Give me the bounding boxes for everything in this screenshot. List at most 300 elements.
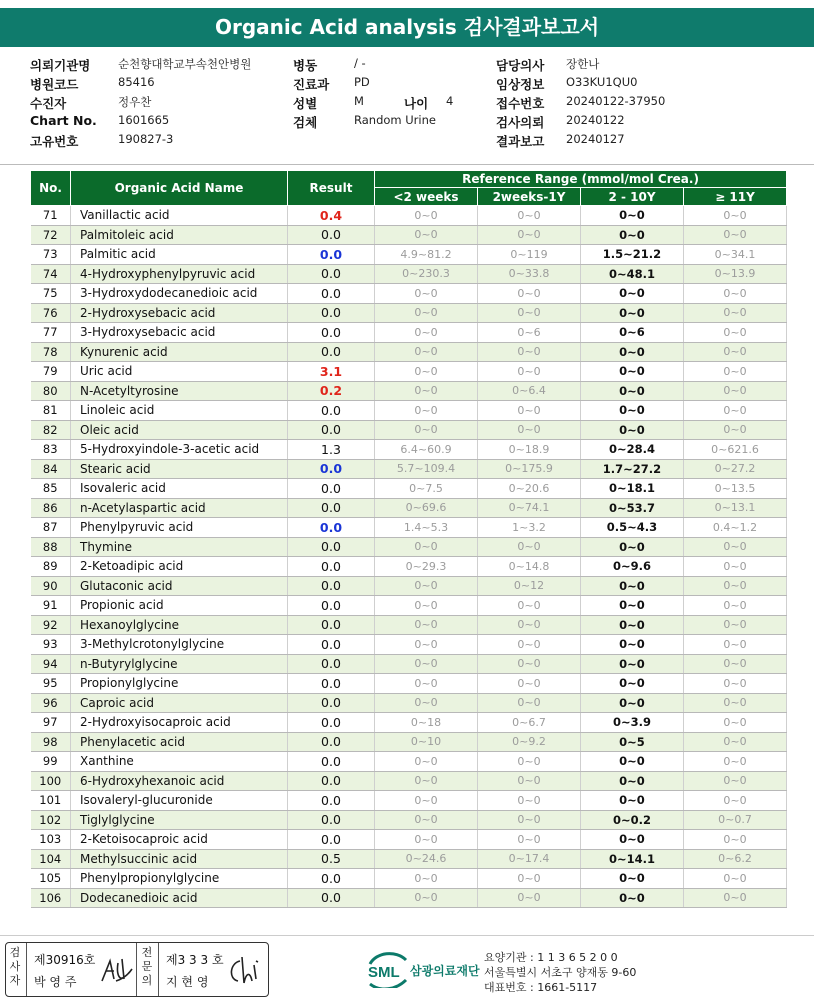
range-2-10y: 0~0 bbox=[581, 596, 684, 616]
range-11y-plus: 0~0 bbox=[684, 362, 787, 382]
range-11y-plus: 0~0 bbox=[684, 830, 787, 850]
range-2-10y: 0~5 bbox=[581, 732, 684, 752]
range-2weeks-1y: 0~0 bbox=[478, 596, 581, 616]
table-row bbox=[31, 479, 787, 499]
range-2weeks-1y: 0~0 bbox=[478, 284, 581, 304]
range-11y-plus: 0~0 bbox=[684, 557, 787, 577]
table-row bbox=[31, 245, 787, 265]
result-value: 0.0 bbox=[288, 713, 375, 733]
acid-name: Kynurenic acid bbox=[71, 342, 288, 362]
value-department: PD bbox=[354, 75, 370, 89]
range-2-10y: 0~0 bbox=[581, 537, 684, 557]
range-2-10y: 0~0 bbox=[581, 381, 684, 401]
label-department: 진료과 bbox=[293, 77, 330, 92]
row-number: 71 bbox=[31, 206, 71, 226]
range-2-10y: 0~0 bbox=[581, 284, 684, 304]
acid-name: Glutaconic acid bbox=[71, 576, 288, 596]
row-number: 96 bbox=[31, 693, 71, 713]
acid-name: Isovaleryl-glucuronide bbox=[71, 791, 288, 811]
range-2weeks-1y: 0~0 bbox=[478, 830, 581, 850]
range-11y-plus: 0~0 bbox=[684, 420, 787, 440]
table-row bbox=[31, 596, 787, 616]
range-under-2-weeks: 5.7~109.4 bbox=[375, 459, 478, 479]
range-11y-plus: 0~0.7 bbox=[684, 810, 787, 830]
row-number: 102 bbox=[31, 810, 71, 830]
divider bbox=[0, 164, 814, 165]
range-11y-plus: 0~0 bbox=[684, 537, 787, 557]
range-2weeks-1y: 0~0 bbox=[478, 693, 581, 713]
range-2weeks-1y: 0~0 bbox=[478, 206, 581, 226]
range-2weeks-1y: 0~0 bbox=[478, 401, 581, 421]
range-2-10y: 0~0 bbox=[581, 830, 684, 850]
specialist-license: 제3 3 3 호 bbox=[166, 953, 224, 967]
range-2weeks-1y: 0~6 bbox=[478, 323, 581, 343]
range-2-10y: 0~0 bbox=[581, 225, 684, 245]
result-value: 0.0 bbox=[288, 654, 375, 674]
range-under-2-weeks: 1.4~5.3 bbox=[375, 518, 478, 538]
institution-phone: 대표번호 : 1661-5117 bbox=[484, 981, 598, 994]
range-11y-plus: 0~0 bbox=[684, 342, 787, 362]
label-age: 나이 bbox=[404, 96, 429, 111]
range-11y-plus: 0~0 bbox=[684, 732, 787, 752]
value-hospital-code: 85416 bbox=[118, 75, 155, 89]
acid-name: Xanthine bbox=[71, 752, 288, 772]
acid-name: 2-Ketoisocaproic acid bbox=[71, 830, 288, 850]
label-ward: 병동 bbox=[293, 58, 318, 73]
specialist-label: 전문의 bbox=[141, 946, 153, 987]
result-value: 0.0 bbox=[288, 693, 375, 713]
range-under-2-weeks: 0~0 bbox=[375, 693, 478, 713]
row-number: 74 bbox=[31, 264, 71, 284]
table-row bbox=[31, 225, 787, 245]
row-number: 105 bbox=[31, 869, 71, 889]
result-value: 0.0 bbox=[288, 674, 375, 694]
range-2-10y: 0~0.2 bbox=[581, 810, 684, 830]
row-number: 85 bbox=[31, 479, 71, 499]
result-value: 0.0 bbox=[288, 771, 375, 791]
range-2-10y: 0~0 bbox=[581, 771, 684, 791]
result-value: 0.0 bbox=[288, 323, 375, 343]
result-value: 0.0 bbox=[288, 245, 375, 265]
row-number: 94 bbox=[31, 654, 71, 674]
range-2-10y: 0~0 bbox=[581, 654, 684, 674]
range-2weeks-1y: 0~74.1 bbox=[478, 498, 581, 518]
table-row bbox=[31, 830, 787, 850]
row-number: 91 bbox=[31, 596, 71, 616]
range-11y-plus: 0~0 bbox=[684, 869, 787, 889]
info-row bbox=[0, 75, 814, 94]
row-number: 93 bbox=[31, 635, 71, 655]
row-number: 79 bbox=[31, 362, 71, 382]
range-under-2-weeks: 0~0 bbox=[375, 771, 478, 791]
range-11y-plus: 0~0 bbox=[684, 401, 787, 421]
range-2weeks-1y: 0~0 bbox=[478, 537, 581, 557]
label-patient: 수진자 bbox=[30, 96, 67, 111]
result-value: 0.5 bbox=[288, 849, 375, 869]
range-under-2-weeks: 0~29.3 bbox=[375, 557, 478, 577]
result-value: 0.0 bbox=[288, 830, 375, 850]
info-row bbox=[0, 113, 814, 132]
row-number: 88 bbox=[31, 537, 71, 557]
range-11y-plus: 0~0 bbox=[684, 888, 787, 908]
table-row bbox=[31, 206, 787, 226]
table-row bbox=[31, 654, 787, 674]
range-under-2-weeks: 0~7.5 bbox=[375, 479, 478, 499]
range-under-2-weeks: 0~0 bbox=[375, 284, 478, 304]
range-2-10y: 0~0 bbox=[581, 342, 684, 362]
range-2weeks-1y: 0~0 bbox=[478, 810, 581, 830]
range-2-10y: 0~0 bbox=[581, 576, 684, 596]
result-value: 0.0 bbox=[288, 869, 375, 889]
row-number: 73 bbox=[31, 245, 71, 265]
acid-name: 4-Hydroxyphenylpyruvic acid bbox=[71, 264, 288, 284]
report-title: Organic Acid analysis 검사결과보고서 bbox=[0, 8, 814, 47]
results-body bbox=[31, 206, 787, 908]
row-number: 78 bbox=[31, 342, 71, 362]
label-hospital-code: 병원코드 bbox=[30, 77, 79, 92]
range-11y-plus: 0~0 bbox=[684, 713, 787, 733]
acid-name: 2-Ketoadipic acid bbox=[71, 557, 288, 577]
acid-name: N-Acetyltyrosine bbox=[71, 381, 288, 401]
divider bbox=[158, 943, 159, 996]
header-range-2weeks-1y: 2weeks-1Y bbox=[478, 188, 581, 206]
range-2-10y: 0~9.6 bbox=[581, 557, 684, 577]
range-2-10y: 0~0 bbox=[581, 303, 684, 323]
range-2weeks-1y: 0~0 bbox=[478, 888, 581, 908]
label-report-date: 결과보고 bbox=[496, 134, 545, 149]
range-11y-plus: 0~0 bbox=[684, 635, 787, 655]
range-2-10y: 0~0 bbox=[581, 888, 684, 908]
range-2weeks-1y: 0~0 bbox=[478, 674, 581, 694]
range-under-2-weeks: 0~0 bbox=[375, 225, 478, 245]
table-row bbox=[31, 713, 787, 733]
row-number: 82 bbox=[31, 420, 71, 440]
row-number: 99 bbox=[31, 752, 71, 772]
result-value: 0.0 bbox=[288, 810, 375, 830]
range-2weeks-1y: 0~0 bbox=[478, 362, 581, 382]
acid-name: n-Butyrylglycine bbox=[71, 654, 288, 674]
table-row bbox=[31, 615, 787, 635]
result-value: 0.0 bbox=[288, 752, 375, 772]
header-reference-range: Reference Range (mmol/mol Crea.) bbox=[375, 171, 787, 188]
range-2weeks-1y: 0~9.2 bbox=[478, 732, 581, 752]
footer-divider bbox=[0, 935, 814, 936]
info-row bbox=[0, 132, 814, 151]
value-ward: / - bbox=[354, 56, 366, 70]
row-number: 87 bbox=[31, 518, 71, 538]
range-2-10y: 0~18.1 bbox=[581, 479, 684, 499]
row-number: 76 bbox=[31, 303, 71, 323]
range-11y-plus: 0~27.2 bbox=[684, 459, 787, 479]
range-under-2-weeks: 4.9~81.2 bbox=[375, 245, 478, 265]
table-row bbox=[31, 693, 787, 713]
range-under-2-weeks: 0~0 bbox=[375, 401, 478, 421]
label-chart-no: Chart No. bbox=[30, 113, 97, 128]
header-result: Result bbox=[288, 171, 375, 206]
range-2weeks-1y: 0~6.4 bbox=[478, 381, 581, 401]
range-2-10y: 0~0 bbox=[581, 869, 684, 889]
range-under-2-weeks: 0~0 bbox=[375, 888, 478, 908]
range-under-2-weeks: 6.4~60.9 bbox=[375, 440, 478, 460]
row-number: 104 bbox=[31, 849, 71, 869]
range-under-2-weeks: 0~69.6 bbox=[375, 498, 478, 518]
range-2weeks-1y: 0~175.9 bbox=[478, 459, 581, 479]
result-value: 0.0 bbox=[288, 615, 375, 635]
range-11y-plus: 0~0 bbox=[684, 615, 787, 635]
label-receipt-no: 접수번호 bbox=[496, 96, 545, 111]
range-2weeks-1y: 0~0 bbox=[478, 654, 581, 674]
value-chart-no: 1601665 bbox=[118, 113, 170, 127]
result-value: 0.0 bbox=[288, 888, 375, 908]
range-2-10y: 1.7~27.2 bbox=[581, 459, 684, 479]
result-value: 1.3 bbox=[288, 440, 375, 460]
range-2-10y: 1.5~21.2 bbox=[581, 245, 684, 265]
examiner-label: 검사자 bbox=[9, 946, 21, 987]
acid-name: Dodecanedioic acid bbox=[71, 888, 288, 908]
acid-name: Uric acid bbox=[71, 362, 288, 382]
range-under-2-weeks: 0~0 bbox=[375, 752, 478, 772]
range-2weeks-1y: 0~0 bbox=[478, 420, 581, 440]
value-specimen: Random Urine bbox=[354, 113, 436, 127]
acid-name: Stearic acid bbox=[71, 459, 288, 479]
results-table bbox=[30, 170, 787, 908]
range-2-10y: 0~48.1 bbox=[581, 264, 684, 284]
result-value: 0.0 bbox=[288, 479, 375, 499]
range-11y-plus: 0~0 bbox=[684, 674, 787, 694]
table-row bbox=[31, 420, 787, 440]
range-2weeks-1y: 0~0 bbox=[478, 615, 581, 635]
range-2-10y: 0~14.1 bbox=[581, 849, 684, 869]
range-under-2-weeks: 0~0 bbox=[375, 869, 478, 889]
logo-name: 삼광의료재단 bbox=[410, 964, 480, 978]
row-number: 75 bbox=[31, 284, 71, 304]
table-row bbox=[31, 284, 787, 304]
examiner-name: 박 영 주 bbox=[34, 975, 77, 989]
label-sex: 성별 bbox=[293, 96, 318, 111]
range-11y-plus: 0~0 bbox=[684, 771, 787, 791]
table-row bbox=[31, 576, 787, 596]
range-11y-plus: 0~0 bbox=[684, 206, 787, 226]
table-row bbox=[31, 362, 787, 382]
value-receipt-no: 20240122-37950 bbox=[566, 94, 666, 108]
acid-name: Methylsuccinic acid bbox=[71, 849, 288, 869]
result-value: 0.0 bbox=[288, 576, 375, 596]
result-value: 0.0 bbox=[288, 284, 375, 304]
divider bbox=[136, 943, 137, 996]
range-11y-plus: 0~6.2 bbox=[684, 849, 787, 869]
specialist-signature bbox=[226, 953, 262, 987]
range-2-10y: 0~53.7 bbox=[581, 498, 684, 518]
result-value: 3.1 bbox=[288, 362, 375, 382]
row-number: 90 bbox=[31, 576, 71, 596]
result-value: 0.0 bbox=[288, 225, 375, 245]
acid-name: 3-Hydroxydodecanedioic acid bbox=[71, 284, 288, 304]
table-row bbox=[31, 635, 787, 655]
range-11y-plus: 0~0 bbox=[684, 284, 787, 304]
result-value: 0.0 bbox=[288, 459, 375, 479]
acid-name: Palmitic acid bbox=[71, 245, 288, 265]
range-2-10y: 0~28.4 bbox=[581, 440, 684, 460]
row-number: 100 bbox=[31, 771, 71, 791]
acid-name: Tiglylglycine bbox=[71, 810, 288, 830]
result-value: 0.0 bbox=[288, 498, 375, 518]
range-2weeks-1y: 0~0 bbox=[478, 752, 581, 772]
result-value: 0.0 bbox=[288, 537, 375, 557]
table-row bbox=[31, 849, 787, 869]
range-2-10y: 0~0 bbox=[581, 401, 684, 421]
range-2weeks-1y: 0~33.8 bbox=[478, 264, 581, 284]
header-range-2-10y: 2 - 10Y bbox=[581, 188, 684, 206]
range-11y-plus: 0~0 bbox=[684, 791, 787, 811]
range-2weeks-1y: 1~3.2 bbox=[478, 518, 581, 538]
range-2weeks-1y: 0~6.7 bbox=[478, 713, 581, 733]
acid-name: 5-Hydroxyindole-3-acetic acid bbox=[71, 440, 288, 460]
label-request-date: 검사의뢰 bbox=[496, 115, 545, 130]
acid-name: Palmitoleic acid bbox=[71, 225, 288, 245]
divider bbox=[26, 943, 27, 996]
range-2weeks-1y: 0~12 bbox=[478, 576, 581, 596]
row-number: 98 bbox=[31, 732, 71, 752]
range-2weeks-1y: 0~17.4 bbox=[478, 849, 581, 869]
info-row bbox=[0, 94, 814, 113]
range-under-2-weeks: 0~0 bbox=[375, 537, 478, 557]
row-number: 101 bbox=[31, 791, 71, 811]
logo-abbr: SML bbox=[368, 964, 400, 981]
value-clinical-info: O33KU1QU0 bbox=[566, 75, 638, 89]
row-number: 89 bbox=[31, 557, 71, 577]
header-range-11y-plus: ≥ 11Y bbox=[684, 188, 787, 206]
acid-name: Linoleic acid bbox=[71, 401, 288, 421]
value-report-date: 20240127 bbox=[566, 132, 625, 146]
label-physician: 담당의사 bbox=[496, 58, 545, 73]
range-under-2-weeks: 0~0 bbox=[375, 830, 478, 850]
result-value: 0.0 bbox=[288, 420, 375, 440]
label-specimen: 검체 bbox=[293, 115, 318, 130]
range-under-2-weeks: 0~0 bbox=[375, 303, 478, 323]
table-row bbox=[31, 518, 787, 538]
acid-name: Phenylpyruvic acid bbox=[71, 518, 288, 538]
range-11y-plus: 0~13.1 bbox=[684, 498, 787, 518]
row-number: 81 bbox=[31, 401, 71, 421]
row-number: 95 bbox=[31, 674, 71, 694]
table-row bbox=[31, 498, 787, 518]
institution-code: 요양기관 : 1 1 3 6 5 2 0 0 bbox=[484, 951, 618, 964]
acid-name: Phenylpropionylglycine bbox=[71, 869, 288, 889]
range-2-10y: 0~3.9 bbox=[581, 713, 684, 733]
acid-name: 3-Hydroxysebacic acid bbox=[71, 323, 288, 343]
range-11y-plus: 0~0 bbox=[684, 381, 787, 401]
range-under-2-weeks: 0~0 bbox=[375, 674, 478, 694]
examiner-signature bbox=[98, 955, 134, 987]
range-under-2-weeks: 0~0 bbox=[375, 576, 478, 596]
header-range-under-2-weeks: <2 weeks bbox=[375, 188, 478, 206]
table-row bbox=[31, 557, 787, 577]
acid-name: Isovaleric acid bbox=[71, 479, 288, 499]
info-row bbox=[0, 56, 814, 75]
examiner-license: 제30916호 bbox=[34, 953, 96, 967]
result-value: 0.2 bbox=[288, 381, 375, 401]
table-row bbox=[31, 381, 787, 401]
range-under-2-weeks: 0~0 bbox=[375, 791, 478, 811]
range-2weeks-1y: 0~0 bbox=[478, 869, 581, 889]
value-age: 4 bbox=[446, 94, 454, 108]
range-2weeks-1y: 0~18.9 bbox=[478, 440, 581, 460]
acid-name: Thymine bbox=[71, 537, 288, 557]
range-11y-plus: 0.4~1.2 bbox=[684, 518, 787, 538]
range-2weeks-1y: 0~0 bbox=[478, 791, 581, 811]
range-under-2-weeks: 0~0 bbox=[375, 596, 478, 616]
range-under-2-weeks: 0~24.6 bbox=[375, 849, 478, 869]
range-under-2-weeks: 0~0 bbox=[375, 206, 478, 226]
range-under-2-weeks: 0~0 bbox=[375, 323, 478, 343]
table-row bbox=[31, 752, 787, 772]
result-value: 0.0 bbox=[288, 791, 375, 811]
range-11y-plus: 0~0 bbox=[684, 576, 787, 596]
result-value: 0.0 bbox=[288, 732, 375, 752]
range-2-10y: 0~0 bbox=[581, 420, 684, 440]
label-unique-no: 고유번호 bbox=[30, 134, 79, 149]
table-row bbox=[31, 303, 787, 323]
range-2weeks-1y: 0~0 bbox=[478, 771, 581, 791]
table-row bbox=[31, 869, 787, 889]
range-2-10y: 0~0 bbox=[581, 206, 684, 226]
row-number: 72 bbox=[31, 225, 71, 245]
table-row bbox=[31, 323, 787, 343]
range-11y-plus: 0~0 bbox=[684, 596, 787, 616]
value-patient: 정우찬 bbox=[118, 95, 152, 109]
range-under-2-weeks: 0~0 bbox=[375, 362, 478, 382]
range-11y-plus: 0~0 bbox=[684, 225, 787, 245]
acid-name: Propionic acid bbox=[71, 596, 288, 616]
range-under-2-weeks: 0~0 bbox=[375, 635, 478, 655]
row-number: 103 bbox=[31, 830, 71, 850]
row-number: 84 bbox=[31, 459, 71, 479]
acid-name: Caproic acid bbox=[71, 693, 288, 713]
acid-name: 2-Hydroxyisocaproic acid bbox=[71, 713, 288, 733]
label-requesting-institution: 의뢰기관명 bbox=[30, 58, 91, 73]
range-11y-plus: 0~621.6 bbox=[684, 440, 787, 460]
signature-box bbox=[5, 942, 269, 997]
value-requesting-institution: 순천향대학교부속천안병원 bbox=[118, 57, 252, 71]
header-no: No. bbox=[31, 171, 71, 206]
acid-name: 3-Methylcrotonylglycine bbox=[71, 635, 288, 655]
acid-name: Propionylglycine bbox=[71, 674, 288, 694]
range-2weeks-1y: 0~20.6 bbox=[478, 479, 581, 499]
institution-location: 서울특별시 서초구 양재동 9-60 bbox=[484, 966, 637, 979]
row-number: 77 bbox=[31, 323, 71, 343]
result-value: 0.0 bbox=[288, 264, 375, 284]
range-11y-plus: 0~13.9 bbox=[684, 264, 787, 284]
value-sex: M bbox=[354, 94, 364, 108]
range-2-10y: 0~0 bbox=[581, 693, 684, 713]
table-row bbox=[31, 342, 787, 362]
range-2-10y: 0~0 bbox=[581, 615, 684, 635]
range-2-10y: 0.5~4.3 bbox=[581, 518, 684, 538]
range-under-2-weeks: 0~0 bbox=[375, 615, 478, 635]
range-2weeks-1y: 0~14.8 bbox=[478, 557, 581, 577]
table-row bbox=[31, 771, 787, 791]
acid-name: n-Acetylaspartic acid bbox=[71, 498, 288, 518]
specialist-name: 지 현 영 bbox=[166, 975, 209, 989]
result-value: 0.0 bbox=[288, 401, 375, 421]
range-11y-plus: 0~0 bbox=[684, 693, 787, 713]
result-value: 0.0 bbox=[288, 342, 375, 362]
range-11y-plus: 0~0 bbox=[684, 654, 787, 674]
range-under-2-weeks: 0~18 bbox=[375, 713, 478, 733]
range-under-2-weeks: 0~0 bbox=[375, 381, 478, 401]
row-number: 106 bbox=[31, 888, 71, 908]
table-row bbox=[31, 440, 787, 460]
